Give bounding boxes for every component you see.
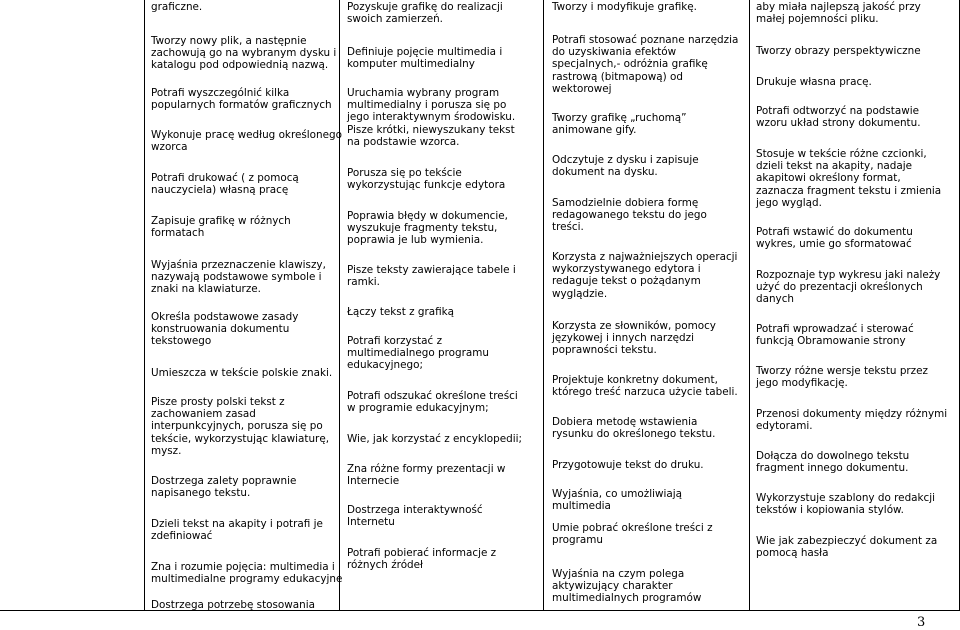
cell-text-line: formatach — [151, 227, 205, 240]
cell-text-line: Zna różne formy prezentacji w — [347, 463, 506, 475]
column-divider — [543, 0, 544, 610]
cell-text — [151, 35, 336, 72]
cell-text-line: rysunku do określonego tekstu. — [552, 428, 716, 441]
cell-text — [151, 518, 323, 542]
cell-text — [347, 463, 505, 487]
cell-text — [151, 215, 291, 239]
cell-text-line: Stosuje w tekście różne czcionki, — [756, 148, 927, 160]
cell-text-line: Potrafi pobierać informacje z — [347, 547, 497, 559]
cell-text-line: Dzieli tekst na akapity i potrafi je — [151, 518, 323, 530]
cell-text-line: Tworzy nowy plik, a następnie — [151, 35, 307, 47]
cell-text — [552, 522, 713, 546]
cell-text — [347, 547, 496, 571]
cell-text-line: ramki. — [347, 276, 380, 289]
cell-text — [151, 311, 298, 348]
cell-text-line: wykres, umie go sformatować — [756, 238, 912, 251]
cell-text — [552, 112, 687, 136]
cell-text-line: tekstów i kopiowania stylów. — [756, 504, 904, 517]
cell-text-line: Pisze teksty zawierające tabele i — [347, 264, 516, 276]
cell-text-line: Potrafi odtworzyć na podstawie — [756, 105, 920, 117]
cell-text — [756, 365, 928, 389]
cell-text-line: Wie, jak korzystać z encyklopedii; — [347, 433, 522, 445]
cell-text-line: Wyjaśnia przeznaczenie klawiszy, — [151, 259, 326, 271]
cell-text-line: Przenosi dokumenty między różnymi — [756, 408, 948, 420]
cell-text — [552, 568, 701, 605]
cell-text — [756, 1, 921, 25]
cell-text-line: multimedia — [552, 500, 611, 513]
cell-text-line: Zna i rozumie pojęcia: multimedia i — [151, 561, 335, 573]
cell-text-line: Potrafi korzystać z — [347, 335, 443, 347]
cell-text — [151, 1, 202, 13]
cell-text-line: Internetu — [347, 516, 395, 529]
cell-text-line: Dostrzega potrzebę stosowania — [151, 599, 315, 611]
cell-text — [552, 1, 697, 13]
cell-text-line: znaki na klawiaturze. — [151, 283, 261, 296]
cell-text-line: redaguje tekst o pożądanym — [552, 275, 701, 288]
cell-text-line: graficzne. — [151, 1, 203, 13]
cell-text-line: którego treść narzuca użycie tabeli. — [552, 386, 738, 399]
cell-text-line: specjalnych,- odróżnia grafikę — [552, 58, 708, 71]
cell-text-line: Łączy tekst z grafiką — [347, 306, 455, 318]
cell-text — [756, 450, 909, 474]
cell-text — [756, 323, 914, 347]
cell-text-line: Dobiera metodę wstawienia — [552, 416, 698, 428]
cell-text-line: Porusza się po tekście — [347, 167, 462, 179]
cell-text — [552, 197, 707, 234]
cell-text — [756, 226, 913, 250]
cell-text-line: jego modyfikację. — [756, 377, 848, 390]
cell-text-line: Umie pobrać określone treści z — [552, 522, 713, 534]
cell-text-line: multimedialne programy edukacyjne — [151, 573, 343, 586]
cell-text-line: tekście, wykorzystując klawiaturę, — [151, 432, 330, 445]
cell-text-line: fragment innego dokumentu. — [756, 462, 909, 475]
cell-text — [151, 561, 342, 585]
cell-text-line: na podstawie wzorca. — [347, 135, 460, 148]
cell-text-line: wektorowej — [552, 82, 612, 95]
cell-text-line: Projektuje konkretny dokument, — [552, 374, 718, 386]
cell-text — [552, 320, 716, 357]
cell-text-line: interpunkcyjnych, porusza się po — [151, 420, 323, 433]
cell-text-line: Pozyskuje grafikę do realizacji — [347, 1, 503, 13]
cell-text-line: Wyjaśnia, co umożliwiają — [552, 488, 683, 500]
cell-text — [552, 34, 738, 95]
cell-text-line: aby miała najlepszą jakość przy — [756, 1, 921, 13]
cell-text-line: Dołącza do dowolnego tekstu — [756, 450, 910, 462]
cell-text — [151, 259, 326, 296]
cell-text-line: dokument na dysku. — [552, 166, 658, 179]
cell-text — [347, 210, 508, 247]
cell-text-line: językowej i innych narzędzi — [552, 332, 694, 345]
cell-text — [151, 396, 329, 457]
cell-text-line: Określa podstawowe zasady — [151, 311, 299, 323]
cell-text-line: zachowaniem zasad — [151, 408, 256, 421]
cell-text-line: Odczytuje z dysku i zapisuje — [552, 154, 699, 166]
cell-text-line: wykorzystywanego edytora i — [552, 263, 701, 276]
cell-text-line: Dostrzega interaktywność — [347, 504, 483, 516]
cell-text-line: Potrafi wyszczególnić kilka — [151, 87, 290, 99]
cell-text — [151, 475, 296, 499]
cell-text — [151, 172, 299, 196]
cell-text — [756, 148, 941, 209]
cell-text-line: Potrafi wprowadzać i sterować — [756, 323, 914, 335]
cell-text — [151, 87, 332, 111]
cell-text — [756, 535, 937, 559]
cell-text-line: danych — [756, 293, 794, 306]
column-divider — [749, 0, 750, 610]
cell-text-line: Dostrzega zalety poprawnie — [151, 475, 297, 487]
cell-text-line: multimedialnych programów — [552, 592, 702, 605]
cell-text-line: Zapisuje grafikę w różnych — [151, 215, 291, 227]
cell-text-line: wyszukuje fragmenty tekstu, — [347, 222, 498, 235]
cell-text-line: edytorami. — [756, 420, 813, 433]
cell-text-line: Korzysta z najważniejszych operacji — [552, 251, 738, 263]
cell-text — [756, 76, 872, 88]
column-divider — [144, 0, 145, 610]
cell-text-line: w programie edukacyjnym; — [347, 402, 489, 415]
cell-text-line: edukacyjnego; — [347, 359, 423, 372]
cell-text — [347, 1, 503, 25]
cell-text — [552, 374, 738, 398]
cell-text — [151, 129, 342, 153]
cell-text-line: wyglądzie. — [552, 287, 608, 300]
cell-text-line: wykorzystując funkcje edytora — [347, 179, 506, 192]
cell-text-line: Wyjaśnia na czym polega — [552, 568, 685, 580]
cell-text-line: rastrową (bitmapową) od — [552, 70, 683, 83]
cell-text-line: Potrafi odszukać określone treści — [347, 390, 518, 402]
cell-text-line: Tworzy grafikę „ruchomą” — [552, 112, 687, 124]
cell-text — [347, 167, 505, 191]
cell-text — [552, 459, 704, 471]
cell-text-line: Potrafi stosować poznane narzędzia — [552, 34, 739, 46]
cell-text-line: Wykorzystuje szablony do redakcji — [756, 492, 936, 504]
cell-text-line: wzoru układ strony dokumentu. — [756, 117, 921, 130]
cell-text — [347, 390, 518, 414]
cell-text — [347, 504, 483, 528]
cell-text-line: funkcją Obramowanie strony — [756, 335, 906, 348]
cell-text-line: Pisze krótki, niewyszukany tekst — [347, 123, 515, 136]
cell-text-line: akapitowi określony format, — [756, 172, 901, 185]
cell-text-line: katalogu pod odpowiednią nazwą. — [151, 59, 329, 72]
cell-text — [347, 87, 515, 148]
cell-text — [151, 599, 315, 611]
cell-text-line: komputer multimedialny — [347, 58, 475, 71]
cell-text-line: Rozpoznaje typ wykresu jaki należy — [756, 269, 941, 281]
cell-text-line: jego interaktywnym środowisku. — [347, 111, 516, 124]
cell-text-line: napisanego tekstu. — [151, 487, 251, 500]
cell-text-line: Tworzy różne wersje tekstu przez — [756, 365, 928, 377]
cell-text — [756, 45, 921, 57]
cell-text — [347, 433, 522, 445]
cell-text-line: wzorca — [151, 141, 188, 154]
cell-text-line: Umieszcza w tekście polskie znaki. — [151, 367, 333, 379]
cell-text-line: multimedialny i porusza się po — [347, 99, 507, 112]
cell-text-line: nauczyciela) własną pracę — [151, 184, 289, 197]
cell-text — [347, 306, 454, 318]
cell-text-line: tekstowego — [151, 335, 212, 348]
cell-text-line: Pisze prosty polski tekst z — [151, 396, 285, 408]
cell-text-line: Potrafi drukować ( z pomocą — [151, 172, 299, 184]
cell-text — [756, 269, 940, 306]
cell-text-line: małej pojemności pliku. — [756, 13, 879, 26]
page-number: 3 — [917, 615, 926, 630]
cell-text-line: nazywają podstawowe symbole i — [151, 271, 322, 284]
cell-text-line: zachowują go na wybranym dysku i — [151, 47, 337, 60]
cell-text-line: mysz. — [151, 444, 182, 457]
cell-text-line: Tworzy obrazy perspektywiczne — [756, 45, 921, 57]
cell-text-line: zdefiniować — [151, 530, 213, 543]
cell-text — [552, 154, 699, 178]
cell-text-line: swoich zamierzeń. — [347, 13, 443, 26]
cell-text-line: różnych źródeł — [347, 559, 423, 572]
cell-text-line: konstruowania dokumentu — [151, 323, 290, 336]
column-divider — [339, 0, 340, 610]
cell-text-line: zaznacza fragment tekstu i zmienia — [756, 184, 942, 197]
cell-text-line: Wie jak zabezpieczyć dokument za — [756, 535, 938, 547]
cell-text-line: Korzysta ze słowników, pomocy — [552, 320, 716, 332]
cell-text — [756, 408, 947, 432]
cell-text-line: Tworzy i modyfikuje grafikę. — [552, 1, 697, 13]
cell-text-line: animowane gify. — [552, 124, 637, 137]
cell-text — [552, 416, 715, 440]
cell-text-line: multimedialnego programu — [347, 347, 489, 360]
cell-text-line: Poprawia błędy w dokumencie, — [347, 210, 508, 222]
cell-text-line: programu — [552, 534, 603, 547]
cell-text-line: popularnych formatów graficznych — [151, 99, 332, 112]
cell-text-line: dzieli tekst na akapity, nadaje — [756, 160, 913, 173]
cell-text — [756, 492, 935, 516]
cell-text-line: do uzyskiwania efektów — [552, 46, 677, 59]
cell-text — [347, 264, 516, 288]
cell-text-line: Potrafi wstawić do dokumentu — [756, 226, 913, 238]
cell-text-line: treści. — [552, 221, 584, 234]
cell-text-line: Definiuje pojęcie multimedia i — [347, 46, 503, 58]
cell-text — [552, 251, 737, 300]
cell-text — [756, 105, 921, 129]
cell-text-line: Drukuje własna pracę. — [756, 76, 872, 88]
cell-text-line: poprawia je lub wymienia. — [347, 234, 484, 247]
cell-text — [552, 488, 682, 512]
cell-text-line: poprawności tekstu. — [552, 344, 657, 357]
cell-text-line: aktywizujący charakter — [552, 580, 673, 593]
cell-text-line: Samodzielnie dobiera formę — [552, 197, 699, 209]
cell-text — [151, 367, 332, 379]
cell-text-line: użyć do prezentacji określonych — [756, 281, 923, 294]
cell-text-line: Uruchamia wybrany program — [347, 87, 500, 99]
cell-text — [347, 46, 502, 70]
cell-text — [347, 335, 489, 372]
cell-text-line: jego wygląd. — [756, 196, 822, 209]
cell-text-line: pomocą hasła — [756, 547, 829, 560]
cell-text-line: redagowanego tekstu do jego — [552, 209, 707, 222]
cell-text-line: Przygotowuje tekst do druku. — [552, 459, 704, 471]
cell-text-line: Wykonuje pracę według określonego — [151, 129, 342, 141]
cell-text-line: Internecie — [347, 475, 400, 488]
